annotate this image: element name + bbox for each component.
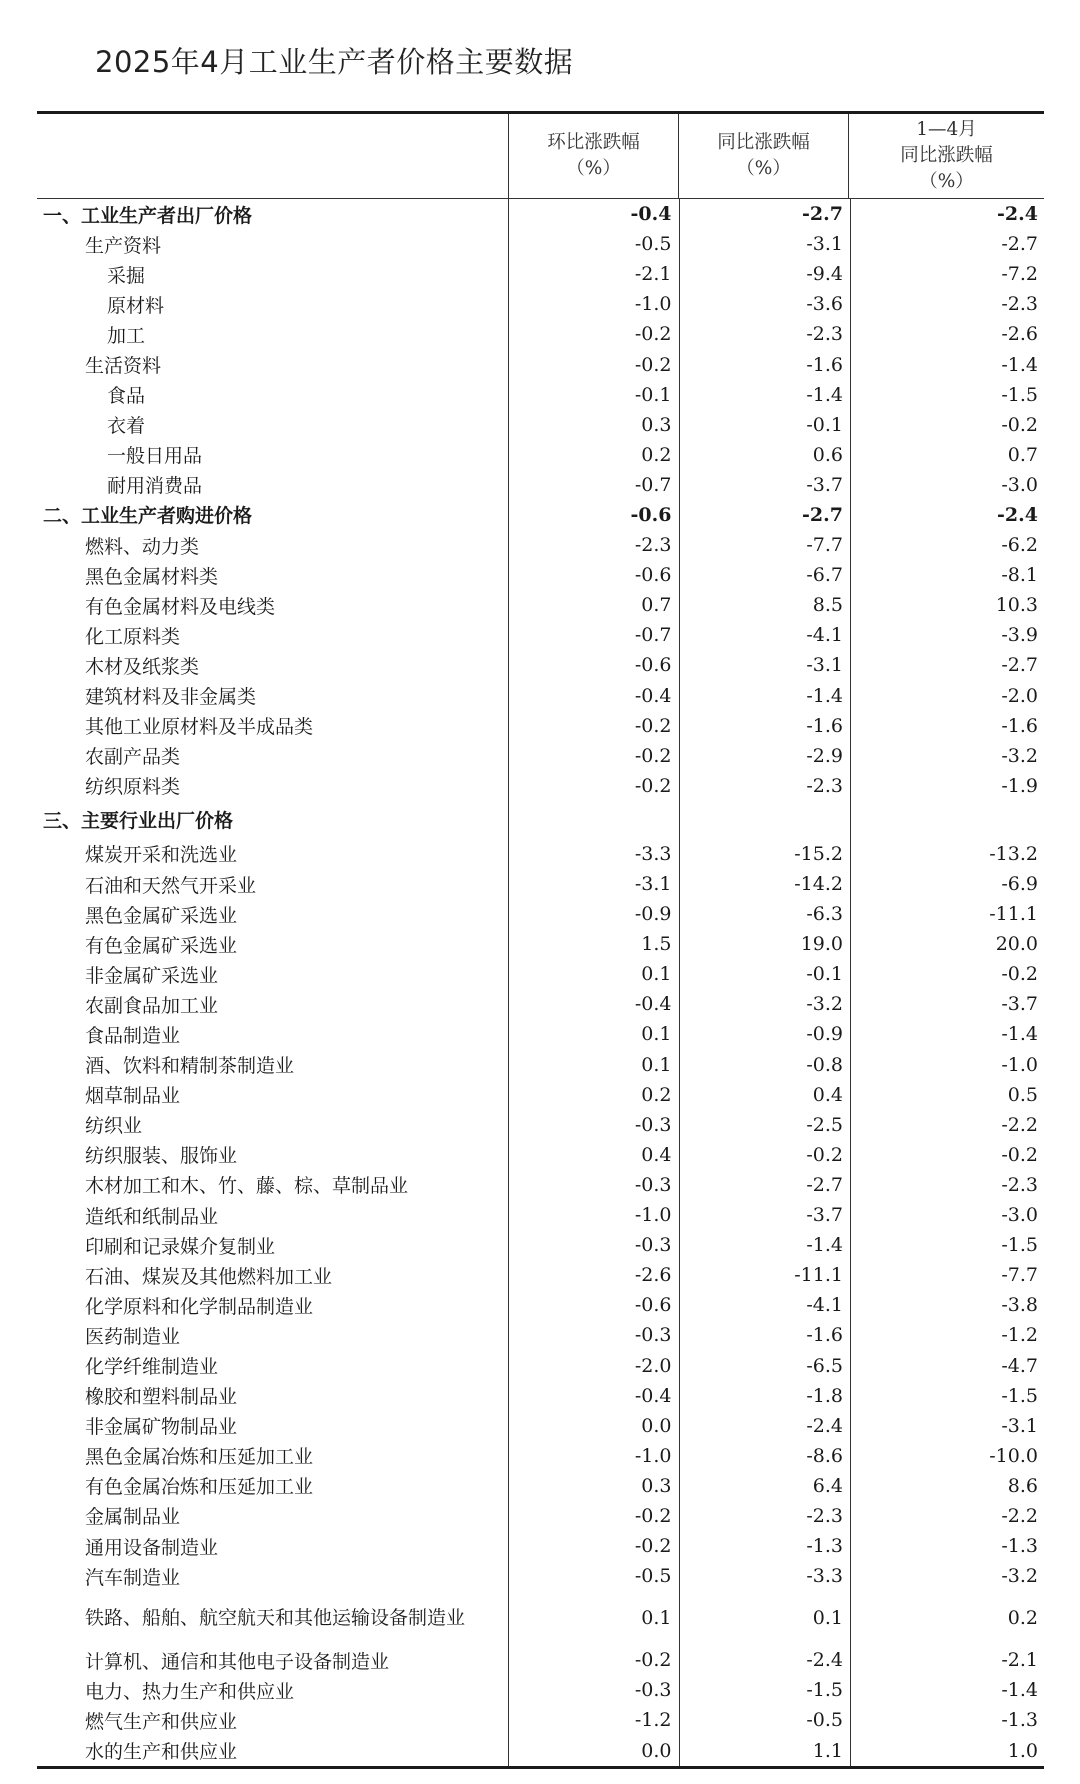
table-row bbox=[37, 1736, 1044, 1766]
mom-value: -1.2 bbox=[634, 1709, 672, 1732]
table-row bbox=[37, 989, 1044, 1019]
row-label: 化工原料类 bbox=[85, 625, 181, 648]
table-row bbox=[37, 711, 1044, 741]
yoy-value: -2.7 bbox=[806, 1173, 843, 1196]
row-label: 一般日用品 bbox=[107, 445, 203, 468]
mom-value: -0.2 bbox=[634, 714, 672, 737]
price-data-table bbox=[37, 111, 1044, 1769]
row-label: 水的生产和供应业 bbox=[85, 1741, 238, 1764]
header-period: 1—4月 bbox=[916, 119, 977, 140]
table-row bbox=[37, 1591, 1044, 1645]
mom-value: -2.6 bbox=[634, 1264, 672, 1287]
row-label: 黑色金属冶炼和压延加工业 bbox=[85, 1446, 314, 1469]
yoy-value: -6.7 bbox=[806, 564, 843, 587]
header-mom-change bbox=[508, 114, 678, 198]
table-row bbox=[37, 839, 1044, 869]
row-label: 纺织原料类 bbox=[85, 776, 181, 799]
table-row bbox=[37, 1140, 1044, 1170]
mom-value: -0.2 bbox=[634, 1649, 672, 1672]
row-label: 耐用消费品 bbox=[107, 475, 203, 498]
table-row bbox=[37, 741, 1044, 771]
ytd-yoy-value: -6.2 bbox=[1001, 534, 1038, 557]
row-label: 橡胶和塑料制品业 bbox=[85, 1386, 238, 1409]
table-row bbox=[37, 1645, 1044, 1675]
yoy-value: -2.4 bbox=[806, 1649, 843, 1672]
yoy-value: -2.5 bbox=[806, 1113, 843, 1136]
ytd-yoy-value: -2.2 bbox=[1001, 1504, 1038, 1527]
yoy-value: -0.8 bbox=[806, 1053, 843, 1076]
yoy-value: -3.7 bbox=[806, 1204, 843, 1227]
table-row bbox=[37, 1230, 1044, 1260]
yoy-value: 0.1 bbox=[812, 1607, 843, 1630]
ytd-yoy-value: -7.7 bbox=[1001, 1264, 1038, 1287]
ytd-yoy-value: -1.4 bbox=[1001, 1023, 1038, 1046]
header-text: 环比涨跌幅 bbox=[547, 132, 640, 153]
ytd-yoy-value: -1.2 bbox=[1001, 1324, 1038, 1347]
yoy-value: -0.2 bbox=[806, 1143, 843, 1166]
ytd-yoy-value: -0.2 bbox=[1001, 413, 1038, 436]
header-label-column bbox=[37, 114, 508, 198]
table-row bbox=[37, 681, 1044, 711]
yoy-value: -3.3 bbox=[806, 1565, 843, 1588]
table-row bbox=[37, 1320, 1044, 1350]
table-row bbox=[37, 869, 1044, 899]
table-row bbox=[37, 1290, 1044, 1320]
table-row bbox=[37, 500, 1044, 530]
row-label: 有色金属材料及电线类 bbox=[85, 595, 276, 618]
ytd-yoy-value: -3.0 bbox=[1001, 473, 1038, 496]
table-row bbox=[37, 771, 1044, 801]
yoy-value: -3.2 bbox=[806, 993, 843, 1016]
row-label: 石油、煤炭及其他燃料加工业 bbox=[85, 1265, 333, 1288]
row-label: 非金属矿采选业 bbox=[85, 964, 219, 987]
mom-value: -1.0 bbox=[634, 293, 672, 316]
mom-value: 0.2 bbox=[641, 1083, 672, 1106]
table-row bbox=[37, 1411, 1044, 1441]
table-row bbox=[37, 1260, 1044, 1290]
ytd-yoy-value: -6.9 bbox=[1001, 873, 1038, 896]
row-label: 食品制造业 bbox=[85, 1024, 181, 1047]
mom-value: -0.2 bbox=[634, 1504, 672, 1527]
mom-value: -0.6 bbox=[634, 654, 672, 677]
mom-value: -0.5 bbox=[634, 233, 672, 256]
row-label: 二、工业生产者购进价格 bbox=[43, 505, 253, 528]
mom-value: -0.9 bbox=[634, 903, 672, 926]
table-row bbox=[37, 1561, 1044, 1591]
ytd-yoy-value: -1.5 bbox=[1001, 1384, 1038, 1407]
table-row bbox=[37, 440, 1044, 470]
row-label: 通用设备制造业 bbox=[85, 1536, 219, 1559]
yoy-value: -0.9 bbox=[806, 1023, 843, 1046]
mom-value: -2.0 bbox=[634, 1354, 672, 1377]
table-row bbox=[37, 1441, 1044, 1471]
ytd-yoy-value: -2.7 bbox=[1001, 654, 1038, 677]
table-row bbox=[37, 199, 1044, 229]
mom-value: -0.3 bbox=[634, 1173, 672, 1196]
ytd-yoy-value: 0.2 bbox=[1007, 1607, 1038, 1630]
yoy-value: -1.6 bbox=[806, 1324, 843, 1347]
mom-value: -3.1 bbox=[634, 873, 672, 896]
yoy-value: -2.3 bbox=[806, 1504, 843, 1527]
ytd-yoy-value: -2.4 bbox=[997, 203, 1038, 226]
ytd-yoy-value: -3.0 bbox=[1001, 1204, 1038, 1227]
row-label: 原材料 bbox=[107, 294, 165, 317]
table-body bbox=[37, 199, 1044, 1766]
table-row bbox=[37, 1471, 1044, 1501]
yoy-value: -4.1 bbox=[806, 624, 843, 647]
yoy-value: -1.5 bbox=[806, 1679, 843, 1702]
yoy-value: 8.5 bbox=[812, 594, 843, 617]
header-text: 同比涨跌幅 bbox=[717, 132, 810, 153]
row-label: 电力、热力生产和供应业 bbox=[85, 1680, 295, 1703]
ytd-yoy-value: -1.5 bbox=[1001, 383, 1038, 406]
table-row bbox=[37, 1170, 1044, 1200]
table-row bbox=[37, 620, 1044, 650]
row-label: 农副食品加工业 bbox=[85, 994, 219, 1017]
ytd-yoy-value: 0.7 bbox=[1007, 443, 1038, 466]
row-label: 化学原料和化学制品制造业 bbox=[85, 1295, 314, 1318]
table-row bbox=[37, 1110, 1044, 1140]
table-row bbox=[37, 470, 1044, 500]
yoy-value: 6.4 bbox=[812, 1474, 843, 1497]
row-label: 食品 bbox=[107, 385, 146, 408]
table-header bbox=[37, 114, 1044, 199]
yoy-value: -1.6 bbox=[806, 353, 843, 376]
ytd-yoy-value: -1.6 bbox=[1001, 714, 1038, 737]
yoy-value: -6.3 bbox=[806, 903, 843, 926]
row-label: 有色金属矿采选业 bbox=[85, 934, 238, 957]
yoy-value: -1.8 bbox=[806, 1384, 843, 1407]
yoy-value: -15.2 bbox=[794, 842, 843, 865]
table-row bbox=[37, 1200, 1044, 1230]
mom-value: -0.3 bbox=[634, 1234, 672, 1257]
ytd-yoy-value: 8.6 bbox=[1007, 1474, 1038, 1497]
ytd-yoy-value: -3.8 bbox=[1001, 1294, 1038, 1317]
table-row bbox=[37, 229, 1044, 259]
row-label: 印刷和记录媒介复制业 bbox=[85, 1235, 276, 1258]
mom-value: -0.4 bbox=[630, 203, 672, 226]
header-text: 同比涨跌幅 bbox=[900, 145, 993, 166]
ytd-yoy-value: -1.4 bbox=[1001, 353, 1038, 376]
table-row bbox=[37, 289, 1044, 319]
ytd-yoy-value: -3.1 bbox=[1001, 1414, 1038, 1437]
row-label: 生活资料 bbox=[85, 355, 162, 378]
mom-value: 1.5 bbox=[641, 933, 672, 956]
ytd-yoy-value: -1.9 bbox=[1001, 774, 1038, 797]
mom-value: -2.1 bbox=[634, 263, 672, 286]
row-label: 纺织服装、服饰业 bbox=[85, 1145, 238, 1168]
table-row bbox=[37, 1705, 1044, 1735]
row-label: 黑色金属矿采选业 bbox=[85, 904, 238, 927]
yoy-value: -0.5 bbox=[806, 1709, 843, 1732]
yoy-value: -2.4 bbox=[806, 1414, 843, 1437]
table-row bbox=[37, 801, 1044, 839]
ytd-yoy-value: -0.2 bbox=[1001, 963, 1038, 986]
header-unit: （%） bbox=[566, 158, 621, 179]
table-row bbox=[37, 959, 1044, 989]
ytd-yoy-value: -2.3 bbox=[1001, 293, 1038, 316]
table-row bbox=[37, 560, 1044, 590]
row-label: 汽车制造业 bbox=[85, 1566, 181, 1589]
row-label: 燃气生产和供应业 bbox=[85, 1710, 238, 1733]
yoy-value: -8.6 bbox=[806, 1444, 843, 1467]
yoy-value: -2.7 bbox=[802, 203, 843, 226]
ytd-yoy-value: -2.3 bbox=[1001, 1173, 1038, 1196]
table-row bbox=[37, 1675, 1044, 1705]
yoy-value: -14.2 bbox=[794, 873, 843, 896]
row-label: 纺织业 bbox=[85, 1115, 143, 1138]
header-unit: （%） bbox=[736, 158, 791, 179]
row-label: 衣着 bbox=[107, 415, 146, 438]
ytd-yoy-value: 0.5 bbox=[1007, 1083, 1038, 1106]
table-row bbox=[37, 1019, 1044, 1049]
row-label: 生产资料 bbox=[85, 234, 162, 257]
mom-value: -0.5 bbox=[634, 1565, 672, 1588]
table-row bbox=[37, 1531, 1044, 1561]
ytd-yoy-value: -7.2 bbox=[1001, 263, 1038, 286]
header-ytd-yoy-change bbox=[848, 114, 1044, 198]
mom-value: -2.3 bbox=[634, 534, 672, 557]
mom-value: 0.7 bbox=[641, 594, 672, 617]
table-row bbox=[37, 349, 1044, 379]
yoy-value: -3.1 bbox=[806, 654, 843, 677]
yoy-value: -1.4 bbox=[806, 684, 843, 707]
ytd-yoy-value: -10.0 bbox=[989, 1444, 1038, 1467]
row-label: 燃料、动力类 bbox=[85, 535, 200, 558]
ytd-yoy-value: -2.2 bbox=[1001, 1113, 1038, 1136]
page-title: 2025年4月工业生产者价格主要数据 bbox=[95, 45, 574, 79]
mom-value: 0.2 bbox=[641, 443, 672, 466]
ytd-yoy-value: -1.5 bbox=[1001, 1234, 1038, 1257]
yoy-value: -2.3 bbox=[806, 323, 843, 346]
row-label: 农副产品类 bbox=[85, 746, 181, 769]
table-row bbox=[37, 259, 1044, 289]
table-row bbox=[37, 1501, 1044, 1531]
row-label: 黑色金属材料类 bbox=[85, 565, 219, 588]
mom-value: -0.7 bbox=[634, 473, 672, 496]
row-label: 采掘 bbox=[107, 264, 146, 287]
ytd-yoy-value: -2.6 bbox=[1001, 323, 1038, 346]
mom-value: 0.4 bbox=[641, 1143, 672, 1166]
row-label: 化学纤维制造业 bbox=[85, 1356, 219, 1379]
table-row bbox=[37, 590, 1044, 620]
table-row bbox=[37, 1080, 1044, 1110]
yoy-value: -3.7 bbox=[806, 473, 843, 496]
table-row bbox=[37, 410, 1044, 440]
ytd-yoy-value: -13.2 bbox=[989, 842, 1038, 865]
yoy-value: -1.3 bbox=[806, 1535, 843, 1558]
ytd-yoy-value: -2.4 bbox=[997, 503, 1038, 526]
row-label: 非金属矿物制品业 bbox=[85, 1416, 238, 1439]
mom-value: -0.2 bbox=[634, 744, 672, 767]
mom-value: -1.0 bbox=[634, 1444, 672, 1467]
yoy-value: -4.1 bbox=[806, 1294, 843, 1317]
mom-value: 0.1 bbox=[641, 963, 672, 986]
mom-value: 0.3 bbox=[641, 1474, 672, 1497]
row-label: 建筑材料及非金属类 bbox=[85, 686, 257, 709]
yoy-value: -3.1 bbox=[806, 233, 843, 256]
ytd-yoy-value: -1.4 bbox=[1001, 1679, 1038, 1702]
ytd-yoy-value: 1.0 bbox=[1007, 1739, 1038, 1762]
row-label: 医药制造业 bbox=[85, 1325, 181, 1348]
table-row bbox=[37, 530, 1044, 560]
table-row bbox=[37, 650, 1044, 680]
mom-value: 0.3 bbox=[641, 413, 672, 436]
row-label: 其他工业原材料及半成品类 bbox=[85, 716, 314, 739]
table-row bbox=[37, 929, 1044, 959]
row-label: 加工 bbox=[107, 324, 146, 347]
row-label: 煤炭开采和洗选业 bbox=[85, 844, 238, 867]
table-row bbox=[37, 1050, 1044, 1080]
row-label-text: 铁路、船舶、航空航天和其他运输设备制造业 bbox=[85, 1607, 466, 1630]
mom-value: -1.0 bbox=[634, 1204, 672, 1227]
yoy-value: -1.4 bbox=[806, 383, 843, 406]
row-label: 一、工业生产者出厂价格 bbox=[43, 204, 253, 227]
mom-value: -0.3 bbox=[634, 1324, 672, 1347]
yoy-value: 19.0 bbox=[800, 933, 843, 956]
table-row bbox=[37, 899, 1044, 929]
mom-value: -0.4 bbox=[634, 1384, 672, 1407]
ytd-yoy-value: -3.2 bbox=[1001, 744, 1038, 767]
ytd-yoy-value: -1.3 bbox=[1001, 1535, 1038, 1558]
ytd-yoy-value: -3.2 bbox=[1001, 1565, 1038, 1588]
mom-value: -0.6 bbox=[630, 503, 672, 526]
ytd-yoy-value: -2.0 bbox=[1001, 684, 1038, 707]
yoy-value: -1.6 bbox=[806, 714, 843, 737]
mom-value: -0.2 bbox=[634, 353, 672, 376]
yoy-value: -2.3 bbox=[806, 774, 843, 797]
ytd-yoy-value: -3.7 bbox=[1001, 993, 1038, 1016]
mom-value: -0.2 bbox=[634, 323, 672, 346]
row-label bbox=[37, 1603, 508, 1633]
mom-value: 0.0 bbox=[641, 1739, 672, 1762]
row-label: 烟草制品业 bbox=[85, 1085, 181, 1108]
yoy-value: -2.7 bbox=[802, 503, 843, 526]
ytd-yoy-value: 10.3 bbox=[995, 594, 1038, 617]
yoy-value: -2.9 bbox=[806, 744, 843, 767]
ytd-yoy-value: -11.1 bbox=[989, 903, 1038, 926]
mom-value: -0.7 bbox=[634, 624, 672, 647]
yoy-value: -0.1 bbox=[806, 413, 843, 436]
mom-value: -0.4 bbox=[634, 993, 672, 1016]
yoy-value: -7.7 bbox=[806, 534, 843, 557]
row-label: 木材加工和木、竹、藤、棕、草制品业 bbox=[85, 1175, 409, 1198]
row-label: 有色金属冶炼和压延加工业 bbox=[85, 1476, 314, 1499]
table-row bbox=[37, 319, 1044, 349]
mom-value: -0.6 bbox=[634, 1294, 672, 1317]
yoy-value: -6.5 bbox=[806, 1354, 843, 1377]
mom-value: -0.3 bbox=[634, 1113, 672, 1136]
row-label: 酒、饮料和精制茶制造业 bbox=[85, 1055, 295, 1078]
ytd-yoy-value: -0.2 bbox=[1001, 1143, 1038, 1166]
mom-value: -0.3 bbox=[634, 1679, 672, 1702]
yoy-value: -0.1 bbox=[806, 963, 843, 986]
mom-value: 0.1 bbox=[641, 1607, 672, 1630]
ytd-yoy-value: -1.3 bbox=[1001, 1709, 1038, 1732]
ytd-yoy-value: -2.1 bbox=[1001, 1649, 1038, 1672]
yoy-value: 0.4 bbox=[812, 1083, 843, 1106]
yoy-value: -1.4 bbox=[806, 1234, 843, 1257]
mom-value: -0.2 bbox=[634, 774, 672, 797]
row-label: 计算机、通信和其他电子设备制造业 bbox=[85, 1650, 390, 1673]
yoy-value: -11.1 bbox=[794, 1264, 843, 1287]
mom-value: -0.2 bbox=[634, 1535, 672, 1558]
row-label: 木材及纸浆类 bbox=[85, 655, 200, 678]
mom-value: 0.1 bbox=[641, 1023, 672, 1046]
table-row bbox=[37, 380, 1044, 410]
row-label: 造纸和纸制品业 bbox=[85, 1205, 219, 1228]
ytd-yoy-value: -8.1 bbox=[1001, 564, 1038, 587]
table-row bbox=[37, 1350, 1044, 1380]
ytd-yoy-value: -1.0 bbox=[1001, 1053, 1038, 1076]
header-unit: （%） bbox=[919, 171, 974, 192]
row-label: 石油和天然气开采业 bbox=[85, 874, 257, 897]
mom-value: -0.6 bbox=[634, 564, 672, 587]
mom-value: -0.1 bbox=[634, 383, 672, 406]
ytd-yoy-value: -3.9 bbox=[1001, 624, 1038, 647]
yoy-value: -9.4 bbox=[806, 263, 843, 286]
mom-value: -0.4 bbox=[634, 684, 672, 707]
row-label: 金属制品业 bbox=[85, 1506, 181, 1529]
header-yoy-change bbox=[678, 114, 848, 198]
yoy-value: -3.6 bbox=[806, 293, 843, 316]
table-row bbox=[37, 1381, 1044, 1411]
mom-value: 0.0 bbox=[641, 1414, 672, 1437]
ytd-yoy-value: -2.7 bbox=[1001, 233, 1038, 256]
yoy-value: 1.1 bbox=[812, 1739, 843, 1762]
mom-value: -3.3 bbox=[634, 842, 672, 865]
yoy-value: 0.6 bbox=[812, 443, 843, 466]
ytd-yoy-value: 20.0 bbox=[995, 933, 1038, 956]
ytd-yoy-value: -4.7 bbox=[1001, 1354, 1038, 1377]
mom-value: 0.1 bbox=[641, 1053, 672, 1076]
row-label: 三、主要行业出厂价格 bbox=[43, 810, 234, 833]
